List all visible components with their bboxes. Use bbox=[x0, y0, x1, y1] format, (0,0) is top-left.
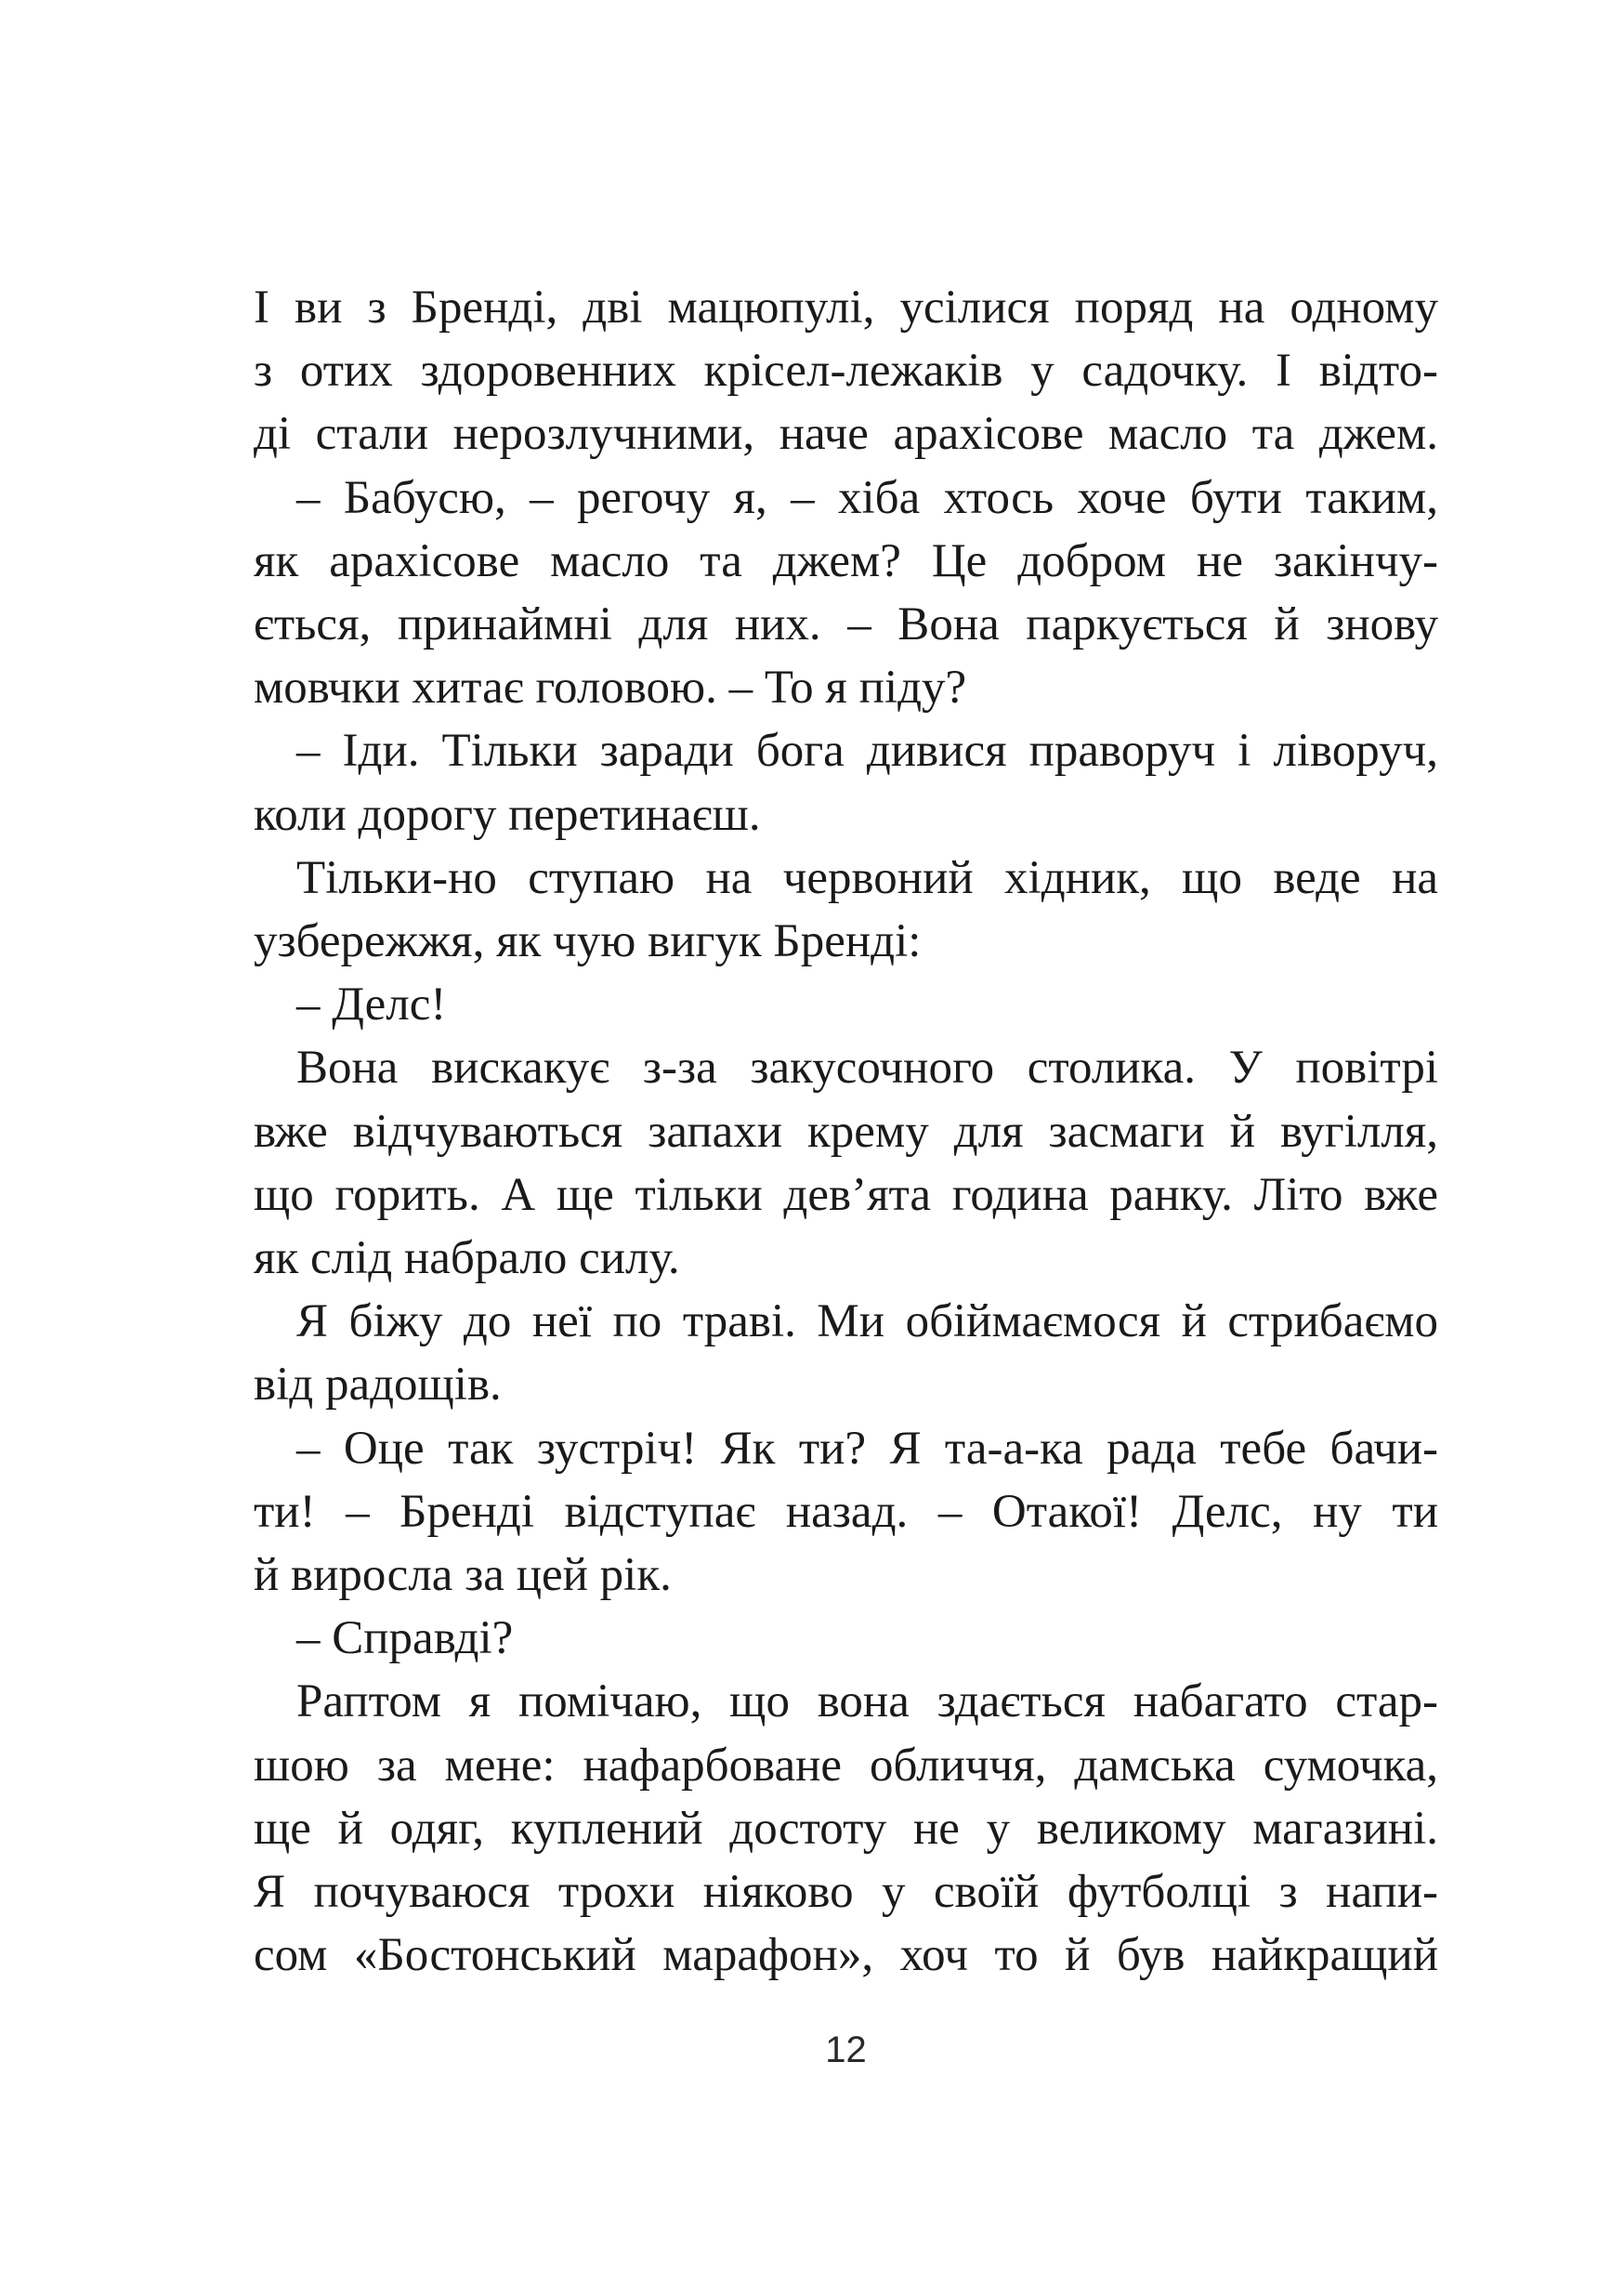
text-line: Раптом я помічаю, що вона здається набагато стар- bbox=[296, 1675, 1438, 1728]
text-line: від радощів. bbox=[254, 1359, 502, 1412]
text-line: ще й одяг, куплений достоту не у великому магазині. bbox=[254, 1802, 1438, 1855]
text-line: вже відчуваються запахи крему для засмаги й вугілля, bbox=[254, 1105, 1438, 1158]
text-line: як арахісове масло та джем? Це добром не закінчу- bbox=[254, 534, 1438, 587]
text-line: мовчки хитає головою. – То я піду? bbox=[254, 662, 967, 715]
text-line: Я біжу до неї по траві. Ми обіймаємося й стрибаємо bbox=[296, 1295, 1438, 1348]
text-line: – Бабусю, – регочу я, – хіба хтось хоче бути таким, bbox=[296, 471, 1438, 524]
text-line: Я почуваюся трохи ніяково у своїй футболці з напи- bbox=[254, 1866, 1438, 1919]
text-line: ти! – Бренді відступає назад. – Отакої! Делс, ну ти bbox=[254, 1485, 1438, 1538]
text-line: як слід набрало силу. bbox=[254, 1232, 680, 1285]
text-line: шою за мене: нафарбоване обличчя, дамська сумочка, bbox=[254, 1739, 1438, 1792]
text-line: сом «Бостонський марафон», хоч то й був найкращий bbox=[254, 1929, 1438, 1982]
text-line: узбережжя, як чую вигук Бренді: bbox=[254, 915, 922, 968]
text-line: – Оце так зустріч! Як ти? Я та-а-ка рада тебе бачи- bbox=[296, 1422, 1438, 1475]
text-line: – Делс! bbox=[296, 978, 447, 1031]
text-line: й виросла за цей рік. bbox=[254, 1549, 672, 1602]
page-text bbox=[254, 276, 1438, 1987]
text-line: ється, принаймні для них. – Вона паркується й знову bbox=[254, 598, 1438, 651]
text-line: коли дорогу перетинаєш. bbox=[254, 788, 761, 841]
text-line: – Справді? bbox=[296, 1612, 514, 1665]
text-line: з отих здоровенних крісел-лежаків у садочку. І відто- bbox=[254, 345, 1438, 398]
text-line: – Іди. Тільки заради бога дивися праворуч і ліворуч, bbox=[296, 725, 1438, 778]
text-line: І ви з Бренді, дві мацюпулі, усілися поряд на одному bbox=[254, 282, 1438, 334]
text-line: Тільки-но ступаю на червоний хідник, що веде на bbox=[296, 851, 1438, 904]
text-line: що горить. А ще тільки дев’ята година ранку. Літо вже bbox=[254, 1168, 1438, 1221]
page-number: 12 bbox=[825, 2029, 867, 2070]
text-line: Вона вискакує з-за закусочного столика. У повітрі bbox=[296, 1042, 1438, 1095]
text-line: ді стали нерозлучними, наче арахісове масло та джем. bbox=[254, 408, 1438, 461]
